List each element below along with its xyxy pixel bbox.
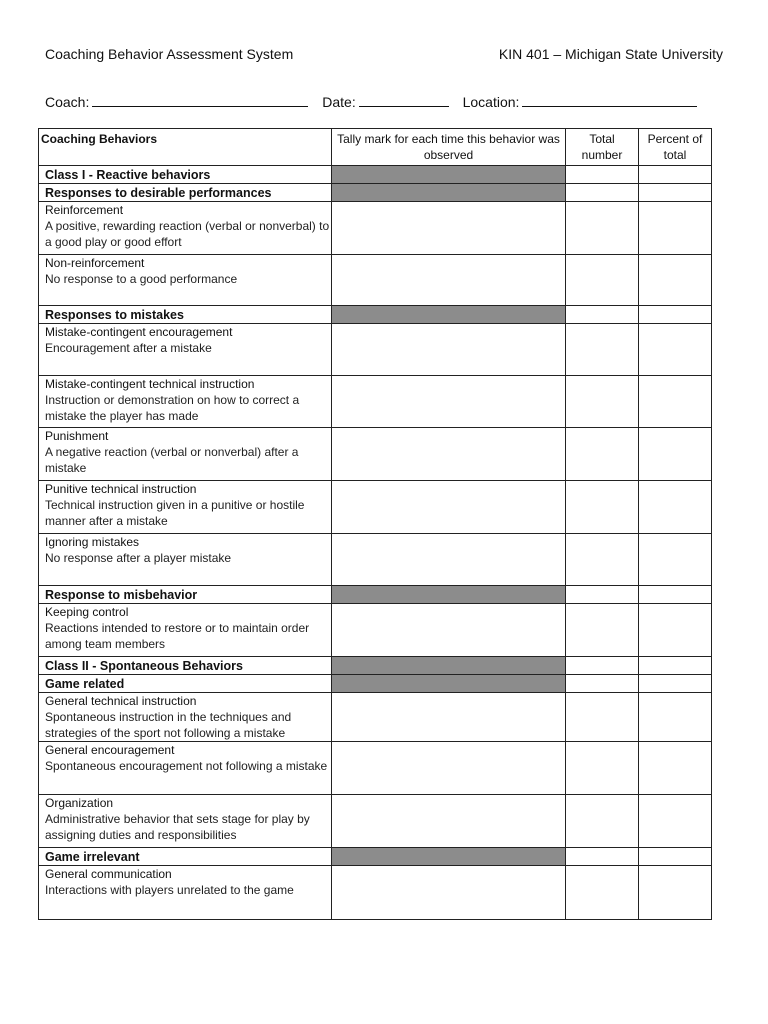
total-cell[interactable] (566, 604, 639, 657)
behavior-name: Non-reinforcement (45, 256, 145, 270)
tally-cell[interactable] (332, 742, 566, 795)
total-cell[interactable] (566, 742, 639, 795)
percent-cell[interactable] (639, 742, 712, 795)
behavior-description: Interactions with players unrelated to the game (45, 883, 294, 897)
section-row (39, 166, 712, 184)
tally-cell[interactable] (332, 693, 566, 742)
behavior-cell (39, 376, 332, 428)
percent-cell[interactable] (639, 848, 712, 866)
behavior-row (39, 202, 712, 255)
behavior-cell (39, 324, 332, 376)
behavior-row (39, 742, 712, 795)
percent-cell[interactable] (639, 657, 712, 675)
section-row (39, 657, 712, 675)
percent-cell[interactable] (639, 795, 712, 848)
percent-cell[interactable] (639, 428, 712, 481)
behavior-cell (39, 742, 332, 795)
behavior-cell (39, 255, 332, 306)
percent-cell[interactable] (639, 376, 712, 428)
location-label: Location: (462, 94, 520, 110)
total-cell[interactable] (566, 534, 639, 586)
behavior-description: A positive, rewarding reaction (verbal or nonverbal) to a good play or good effort (45, 219, 330, 249)
coach-field[interactable] (92, 92, 308, 107)
behavior-row (39, 534, 712, 586)
percent-cell[interactable] (639, 675, 712, 693)
behavior-name: General encouragement (45, 743, 175, 757)
header-percent: Percent of total (639, 129, 712, 166)
total-cell[interactable] (566, 428, 639, 481)
tally-cell[interactable] (332, 534, 566, 586)
total-cell[interactable] (566, 324, 639, 376)
total-cell[interactable] (566, 202, 639, 255)
behavior-row (39, 693, 712, 742)
section-label: Responses to mistakes (39, 306, 332, 324)
behavior-cell (39, 795, 332, 848)
behavior-name: General technical instruction (45, 694, 197, 708)
shaded-cell (332, 166, 566, 184)
behavior-row (39, 481, 712, 534)
section-label: Game related (39, 675, 332, 693)
behavior-description: Administrative behavior that sets stage for play by assigning duties and responsibilities (45, 812, 310, 842)
tally-cell[interactable] (332, 324, 566, 376)
total-cell[interactable] (566, 866, 639, 920)
behavior-cell (39, 428, 332, 481)
form-title: Coaching Behavior Assessment System (45, 46, 294, 62)
behavior-name: Mistake-contingent technical instruction (45, 377, 255, 391)
shaded-cell (332, 848, 566, 866)
section-label: Game irrelevant (39, 848, 332, 866)
behavior-cell (39, 534, 332, 586)
behavior-description: A negative reaction (verbal or nonverbal) after a mistake (45, 445, 299, 475)
header-total: Total number (566, 129, 639, 166)
behavior-row (39, 376, 712, 428)
total-cell[interactable] (566, 306, 639, 324)
behavior-name: Punitive technical instruction (45, 482, 197, 496)
percent-cell[interactable] (639, 534, 712, 586)
tally-cell[interactable] (332, 376, 566, 428)
behavior-description: Spontaneous instruction in the techniques and strategies of the sport not following a mistake (45, 710, 292, 740)
behavior-row (39, 866, 712, 920)
location-field[interactable] (522, 92, 697, 107)
percent-cell[interactable] (639, 306, 712, 324)
page-header (45, 46, 723, 62)
tally-cell[interactable] (332, 202, 566, 255)
behavior-table (38, 128, 712, 920)
total-cell[interactable] (566, 586, 639, 604)
behavior-row (39, 428, 712, 481)
course-label: KIN 401 – Michigan State University (498, 46, 723, 62)
behavior-row (39, 324, 712, 376)
date-field[interactable] (359, 92, 449, 107)
section-label: Responses to desirable performances (39, 184, 332, 202)
behavior-name: Organization (45, 796, 114, 810)
behavior-name: Keeping control (45, 605, 129, 619)
behavior-cell (39, 866, 332, 920)
percent-cell[interactable] (639, 693, 712, 742)
behavior-description: Reactions intended to restore or to maintain order among team members (45, 621, 310, 651)
shaded-cell (332, 306, 566, 324)
behavior-name: General communication (45, 867, 172, 881)
tally-cell[interactable] (332, 795, 566, 848)
behavior-name: Punishment (45, 429, 109, 443)
percent-cell[interactable] (639, 166, 712, 184)
section-row (39, 306, 712, 324)
date-label: Date: (322, 94, 356, 110)
form-fields (45, 92, 705, 110)
total-cell[interactable] (566, 795, 639, 848)
behavior-row (39, 255, 712, 306)
section-label: Class I - Reactive behaviors (39, 166, 332, 184)
total-cell[interactable] (566, 255, 639, 306)
percent-cell[interactable] (639, 324, 712, 376)
behavior-description: Spontaneous encouragement not following a mistake (45, 759, 328, 773)
behavior-name: Reinforcement (45, 203, 124, 217)
behavior-cell (39, 693, 332, 742)
behavior-cell (39, 481, 332, 534)
section-row (39, 586, 712, 604)
shaded-cell (332, 586, 566, 604)
total-cell[interactable] (566, 693, 639, 742)
shaded-cell (332, 657, 566, 675)
percent-cell[interactable] (639, 255, 712, 306)
total-cell[interactable] (566, 657, 639, 675)
total-cell[interactable] (566, 184, 639, 202)
behavior-description: No response after a player mistake (45, 551, 232, 565)
tally-cell[interactable] (332, 255, 566, 306)
section-label: Class II - Spontaneous Behaviors (39, 657, 332, 675)
section-row (39, 184, 712, 202)
behavior-cell (39, 604, 332, 657)
total-cell[interactable] (566, 166, 639, 184)
total-cell[interactable] (566, 481, 639, 534)
section-row (39, 848, 712, 866)
percent-cell[interactable] (639, 866, 712, 920)
total-cell[interactable] (566, 675, 639, 693)
behavior-description: Instruction or demonstration on how to correct a mistake the player has made (45, 393, 300, 423)
coach-label: Coach: (45, 94, 90, 110)
behavior-name: Ignoring mistakes (45, 535, 140, 549)
percent-cell[interactable] (639, 184, 712, 202)
shaded-cell (332, 675, 566, 693)
behavior-description: Technical instruction given in a punitive or hostile manner after a mistake (45, 498, 305, 528)
behavior-cell (39, 202, 332, 255)
behavior-row (39, 604, 712, 657)
total-cell[interactable] (566, 848, 639, 866)
shaded-cell (332, 184, 566, 202)
percent-cell[interactable] (639, 586, 712, 604)
percent-cell[interactable] (639, 481, 712, 534)
section-row (39, 675, 712, 693)
tally-cell[interactable] (332, 428, 566, 481)
behavior-name: Mistake-contingent encouragement (45, 325, 233, 339)
section-label: Response to misbehavior (39, 586, 332, 604)
tally-cell[interactable] (332, 866, 566, 920)
percent-cell[interactable] (639, 604, 712, 657)
total-cell[interactable] (566, 376, 639, 428)
tally-cell[interactable] (332, 481, 566, 534)
header-tally: Tally mark for each time this behavior was observed (332, 129, 566, 166)
header-behaviors: Coaching Behaviors (39, 129, 332, 166)
behavior-description: Encouragement after a mistake (45, 341, 212, 355)
tally-cell[interactable] (332, 604, 566, 657)
behavior-row (39, 795, 712, 848)
percent-cell[interactable] (639, 202, 712, 255)
behavior-description: No response to a good performance (45, 272, 238, 286)
